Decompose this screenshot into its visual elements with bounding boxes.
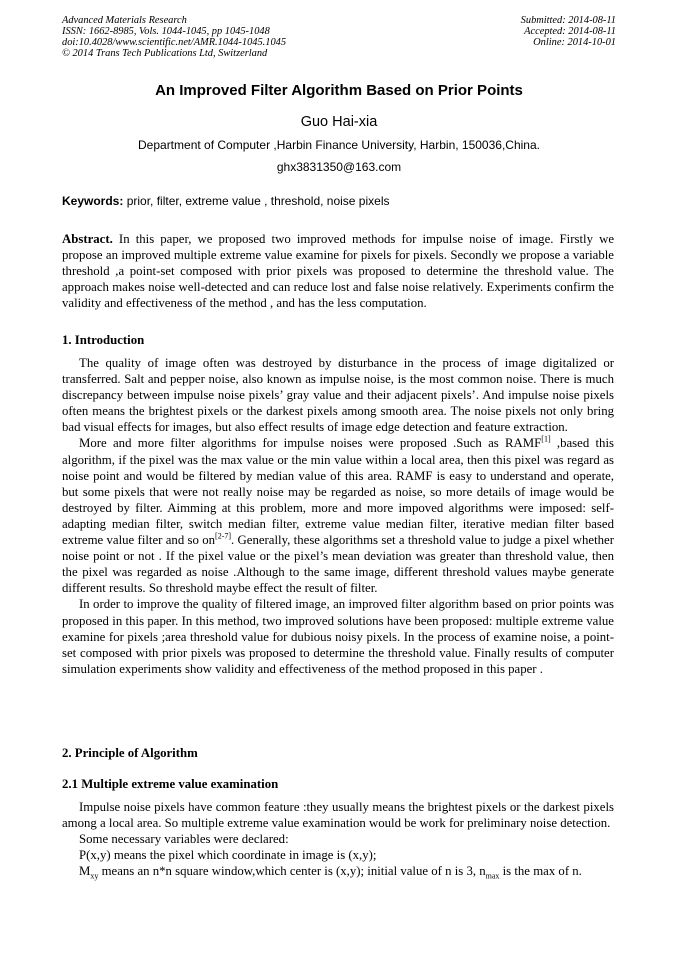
m-subscript: xy	[90, 871, 99, 881]
accepted-date: Accepted: 2014-08-11	[524, 26, 616, 37]
m-symbol: M	[79, 864, 91, 879]
section2-paragraph-3: P(x,y) means the pixel which coordinate in image is (x,y);	[79, 848, 377, 863]
section2-1-body	[62, 799, 614, 879]
citation-1[interactable]: [1]	[541, 435, 551, 445]
keywords-label: Keywords:	[62, 194, 124, 208]
section2-paragraph-2: Some necessary variables were declared:	[79, 832, 289, 847]
abstract-text: In this paper, we proposed two improved methods for impulse noise of image. Firstly we propose an improved multiple extreme value examine for pixels for pixels. Secondly we propose a variable threshold ,a point-set composed with prior pixels was proposed to determine the threshold value. The approach makes noise well-detected and can reduce lost and false noise relatively. Experiments confirm the validity and effectiveness of the method , and has the less computation.	[62, 232, 614, 311]
section2-heading: 2. Principle of Algorithm	[62, 746, 198, 760]
para2-part-b: ,based this algorithm, if the pixel was the max value or the min value within a local area, then this pixel was regard as noise point and would be filtered by median value of this area. RAMF is easy to understand and operate, but some pixels that were not really noise may be regarded as noise, so more details of image would be destroyed by filter. Aimming at this problem, more and more impoved algorithms were imposed: self-adapting median filter, switch median filter, extreme value median filter, iterative median filter based extreme value filter and so on	[62, 436, 614, 548]
para2-part-c: . Generally, these algorithms set a threshold value to judge a pixel whether noise point or not . If the pixel value or the pixel’s mean deviation was greater than threshold value, then the pixel was regarded as noise .Although to the same image, different threshold values maybe generate different results. So threshold maybe effect the result of filter.	[62, 533, 614, 596]
para4-part-b: is the max of n.	[499, 864, 582, 879]
paper-title: An Improved Filter Algorithm Based on Prior Points	[155, 82, 523, 99]
issn-line: ISSN: 1662-8985, Vols. 1044-1045, pp 1045-1048	[62, 26, 270, 37]
nmax-subscript: max	[485, 871, 500, 881]
para4-part-a: means an n*n square window,which center is (x,y); initial value of n is 3, n	[98, 864, 486, 879]
author-name: Guo Hai-xia	[300, 114, 378, 130]
keywords-text: prior, filter, extreme value , threshold, noise pixels	[123, 194, 390, 208]
section1-paragraph-2	[62, 435, 614, 596]
citation-2-7[interactable]: [2-7]	[215, 531, 232, 541]
section2-1-heading: 2.1 Multiple extreme value examination	[62, 777, 279, 791]
para2-part-a: More and more filter algorithms for impulse noises were proposed .Such as RAMF	[79, 436, 542, 451]
submitted-date: Submitted: 2014-08-11	[520, 15, 616, 26]
abstract	[62, 231, 614, 311]
section1-paragraph-3: In order to improve the quality of filtered image, an improved filter algorithm based on prior points was proposed in this paper. In this method, two improved solutions have been proposed: multiple extreme value examine for pixels ;area threshold value for dubious noisy pixels. In the process of examine noise, a point-set composed with prior pixels was proposed to determine the threshold value. Finally results of computer simulation experiments show validity and effectiveness of the method proposed in this paper .	[62, 597, 614, 676]
keywords	[62, 194, 622, 208]
section2-paragraph-1: Impulse noise pixels have common feature :they usually means the brightest pixels or the darkest pixels among a local area. So multiple extreme value examination would be work for preliminary noise detection.	[62, 800, 614, 831]
author-email[interactable]: ghx3831350@163.com	[276, 160, 402, 174]
dates-info	[416, 15, 616, 48]
online-date: Online: 2014-10-01	[533, 37, 616, 48]
section1-body	[62, 355, 614, 677]
section1-paragraph-1: The quality of image often was destroyed by disturbance in the process of image digitalized or transferred. Salt and pepper noise, also known as impulse noise, is the most common noise. There is much discrepancy between impulse noise pixels’ gray value and their adjacent pixels’. And impulse noise pixels often means the brightest pixels or the darkest pixels among smooth area. The noise pixels not only bring bad visual effects for images, but also effect results of image edge detection and feature extraction.	[62, 356, 614, 435]
journal-name: Advanced Materials Research	[62, 15, 187, 26]
section1-heading: 1. Introduction	[62, 333, 145, 347]
copyright-line: © 2014 Trans Tech Publications Ltd, Switzerland	[62, 48, 268, 59]
journal-info	[62, 15, 382, 59]
abstract-label: Abstract.	[62, 232, 113, 246]
affiliation: Department of Computer ,Harbin Finance University, Harbin, 150036,China.	[138, 138, 540, 152]
section2-paragraph-4	[62, 863, 614, 879]
doi-line[interactable]: doi:10.4028/www.scientific.net/AMR.1044-1045.1045	[62, 37, 287, 48]
